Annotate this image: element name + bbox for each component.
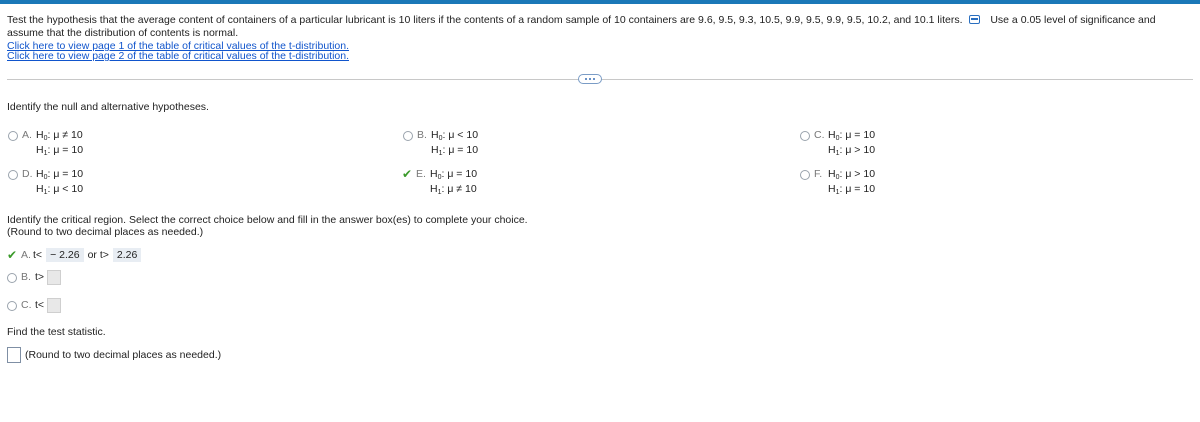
h0-statement: μ < 10	[448, 129, 479, 141]
choice-letter: B.	[417, 129, 427, 141]
radio-button[interactable]	[8, 131, 18, 141]
critical-value-input[interactable]	[47, 270, 61, 285]
critical-value-input[interactable]	[47, 298, 61, 313]
critical-value-upper-box[interactable]: 2.26	[113, 248, 141, 262]
question-text-continued: Use a 0.05 level of significance and assume that the distribution of contents is normal.	[7, 14, 1156, 39]
h0-statement: μ = 10	[53, 168, 84, 180]
choice-letter: E.	[416, 168, 426, 180]
radio-button[interactable]	[800, 170, 810, 180]
radio-button[interactable]	[7, 273, 17, 283]
h0-statement: μ = 10	[845, 129, 876, 141]
ellipsis-dot-icon	[589, 78, 591, 80]
h0-statement: μ = 10	[447, 168, 478, 180]
t-greater-than-label: t>	[35, 271, 45, 283]
h1-statement: μ < 10	[53, 183, 84, 195]
choice-letter: C.	[21, 299, 32, 311]
h1-statement: μ = 10	[845, 183, 876, 195]
choice-letter: A.	[22, 129, 32, 141]
choice-letter: F.	[814, 168, 823, 180]
choice-letter: C.	[814, 129, 825, 141]
radio-button[interactable]	[403, 131, 413, 141]
ellipsis-dot-icon	[585, 78, 587, 80]
data-table-icon[interactable]	[969, 15, 980, 24]
question-text: Test the hypothesis that the average content of containers of a particular lubricant is 10 liters if the contents of a random sample of 10 containers are 9.6, 9.5, 9.3, 10.5, 9.9, 9.5, 9.9, 9.5, 10.2, and 10.1 liters.	[7, 14, 963, 26]
h1-statement: μ = 10	[448, 144, 479, 156]
correct-checkmark-icon: ✔	[7, 248, 18, 262]
choice-letter: B.	[21, 271, 31, 283]
h0-statement: μ ≠ 10	[53, 129, 83, 141]
radio-button[interactable]	[800, 131, 810, 141]
test-statistic-prompt: Find the test statistic.	[7, 326, 106, 338]
choice-letter: A.	[21, 248, 31, 261]
h1-statement: μ ≠ 10	[447, 183, 477, 195]
hypothesis-choice-f[interactable]: F. $H_0$: μ > 10 $H_1$: μ = 10	[800, 168, 875, 198]
critical-region-round-note: (Round to two decimal places as needed.)	[7, 226, 204, 238]
question-text-block	[7, 14, 1195, 40]
t-less-than-label: t<	[33, 248, 43, 261]
hypothesis-choice-e[interactable]: ✔ E. $H_0$: μ = 10 $H_1$: μ ≠ 10	[402, 167, 478, 196]
h1-statement: μ > 10	[845, 144, 876, 156]
hypotheses-prompt: Identify the null and alternative hypotheses.	[7, 101, 209, 113]
hypothesis-choice-d[interactable]: D. $H_0$: μ = 10 $H_1$: μ < 10	[8, 168, 83, 198]
critical-region-choice-a[interactable]	[7, 248, 145, 262]
test-statistic-input[interactable]	[7, 347, 21, 363]
t-table-page2-link[interactable]: Click here to view page 2 of the table of critical values of the t-distribution.	[7, 50, 350, 62]
top-accent-bar	[0, 0, 1200, 4]
hypothesis-choice-c[interactable]: C. $H_0$: μ = 10 $H_1$: μ > 10	[800, 129, 875, 159]
radio-button[interactable]	[7, 301, 17, 311]
radio-button[interactable]	[8, 170, 18, 180]
hypothesis-choice-b[interactable]: B. $H_0$: μ < 10 $H_1$: μ = 10	[403, 129, 478, 159]
critical-region-choice-c[interactable]	[7, 298, 61, 313]
t-less-than-label: t<	[35, 299, 45, 311]
choice-letter: D.	[22, 168, 33, 180]
ellipsis-dot-icon	[593, 78, 595, 80]
critical-region-choice-b[interactable]	[7, 270, 61, 285]
correct-checkmark-icon: ✔	[402, 167, 413, 181]
hypothesis-choice-a[interactable]: A. $H_0$: μ ≠ 10 $H_1$: μ = 10	[8, 129, 83, 159]
expand-more-button[interactable]	[578, 74, 602, 84]
t-table-page1-link[interactable]: Click here to view page 1 of the table of critical values of the t-distribution.	[7, 40, 350, 52]
critical-value-lower-box[interactable]: − 2.26	[46, 248, 84, 262]
h1-statement: μ = 10	[53, 144, 84, 156]
critical-region-prompt: Identify the critical region. Select the correct choice below and fill in the answer box(es) to complete your choice.	[7, 214, 528, 226]
test-statistic-round-note: (Round to two decimal places as needed.)	[25, 349, 222, 361]
or-t-greater-than-label: or t>	[87, 248, 109, 261]
h0-statement: μ > 10	[845, 168, 876, 180]
